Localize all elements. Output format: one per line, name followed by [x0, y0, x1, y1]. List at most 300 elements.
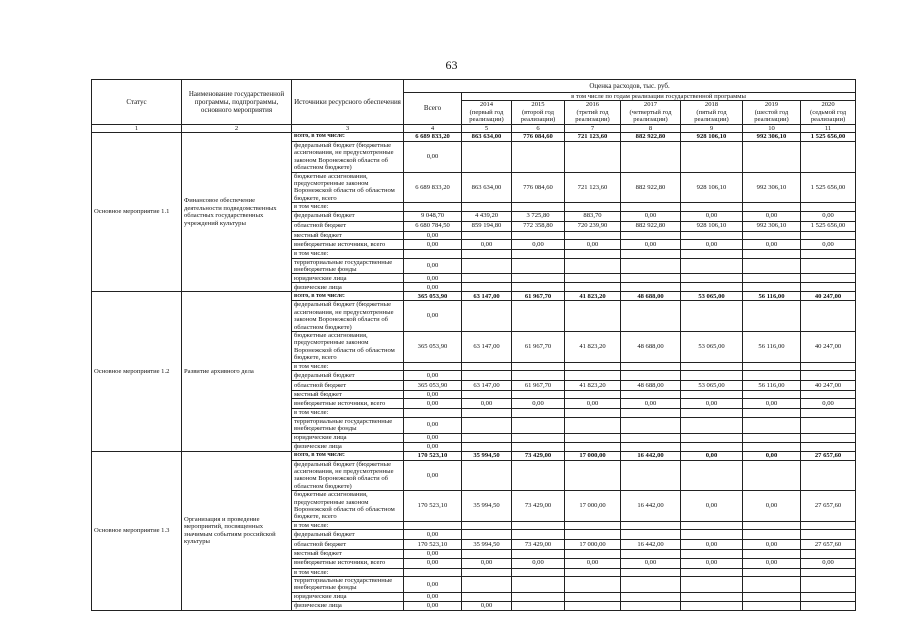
value-year: 0,00	[462, 601, 512, 610]
funding-source: местный бюджет	[292, 231, 404, 239]
column-number: 6	[512, 124, 565, 132]
value-total: 170 523,10	[404, 491, 462, 522]
value-year: 27 657,60	[801, 451, 856, 460]
value-year	[681, 231, 743, 239]
value-year	[743, 203, 801, 211]
value-year: 0,00	[743, 491, 801, 522]
header-sources: Источники ресурсного обеспечения	[292, 80, 404, 125]
value-year	[743, 301, 801, 332]
value-year	[801, 258, 856, 274]
value-year: 863 634,00	[462, 133, 512, 142]
value-year	[743, 417, 801, 433]
value-year	[621, 274, 681, 283]
value-year	[512, 592, 565, 601]
value-total	[404, 362, 462, 370]
value-total: 0,00	[404, 301, 462, 332]
value-year	[681, 521, 743, 529]
value-year	[621, 231, 681, 239]
value-year	[801, 521, 856, 529]
value-year: 859 194,80	[462, 221, 512, 231]
value-year	[565, 231, 621, 239]
value-year: 0,00	[743, 211, 801, 221]
funding-source: внебюджетные источники, всего	[292, 558, 404, 568]
value-year	[565, 460, 621, 491]
funding-source: территориальные государственные внебюджетные фонды	[292, 258, 404, 274]
value-year	[512, 283, 565, 292]
value-year	[801, 409, 856, 417]
value-year	[681, 370, 743, 380]
value-year: 776 084,60	[512, 172, 565, 203]
table-row	[92, 292, 856, 301]
funding-source: в том числе:	[292, 362, 404, 370]
value-year	[621, 568, 681, 576]
value-total: 365 053,90	[404, 292, 462, 301]
activity-name: Финансовое обеспечение деятельности подведомственных областных государственных учреждений культуры	[182, 133, 292, 292]
header-year-note: (пятый год реализации)	[694, 108, 729, 124]
value-year	[743, 577, 801, 593]
value-year	[681, 250, 743, 258]
value-year	[801, 433, 856, 442]
activity-status: Основное мероприятие 1.1	[92, 133, 182, 292]
value-year	[512, 417, 565, 433]
value-year	[743, 283, 801, 292]
value-year	[565, 601, 621, 610]
value-year: 56 116,00	[743, 331, 801, 362]
value-year	[801, 390, 856, 398]
value-year	[801, 203, 856, 211]
funding-source: федеральный бюджет (бюджетные ассигнования, не предусмотренные законом Воронежской области об областном бюджете)	[292, 460, 404, 491]
value-year	[565, 530, 621, 540]
value-year	[512, 521, 565, 529]
header-year-label: 2014	[479, 101, 494, 109]
header-year-label: 2016	[585, 101, 600, 109]
value-total: 365 053,90	[404, 331, 462, 362]
value-year	[565, 362, 621, 370]
value-year: 0,00	[462, 558, 512, 568]
header-year-note: (четвертый год реализации)	[629, 108, 672, 124]
value-year: 0,00	[512, 240, 565, 250]
funding-source: всего, в том числе:	[292, 133, 404, 142]
value-year: 0,00	[565, 240, 621, 250]
value-year	[565, 250, 621, 258]
funding-source: федеральный бюджет (бюджетные ассигнования, не предусмотренные законом Воронежской области об областном бюджете)	[292, 142, 404, 173]
value-year	[681, 592, 743, 601]
value-year: 0,00	[621, 240, 681, 250]
value-year: 61 967,70	[512, 292, 565, 301]
header-estimate: Оценка расходов, тыс. руб.	[404, 80, 856, 93]
funding-source: физические лица	[292, 442, 404, 451]
value-year: 992 306,10	[743, 172, 801, 203]
funding-source: областной бюджет	[292, 540, 404, 550]
value-year	[512, 258, 565, 274]
value-year: 0,00	[681, 211, 743, 221]
funding-source: юридические лица	[292, 592, 404, 601]
funding-source: федеральный бюджет	[292, 370, 404, 380]
funding-source: бюджетные ассигнования, предусмотренные законом Воронежской области об областном бюджете, всего	[292, 172, 404, 203]
value-year	[743, 592, 801, 601]
funding-source: в том числе:	[292, 203, 404, 211]
value-year	[565, 142, 621, 173]
value-year	[681, 301, 743, 332]
value-total: 0,00	[404, 417, 462, 433]
value-year	[743, 550, 801, 558]
value-year: 928 106,10	[681, 133, 743, 142]
value-year: 41 823,20	[565, 331, 621, 362]
value-year	[681, 530, 743, 540]
value-total	[404, 250, 462, 258]
value-year	[512, 274, 565, 283]
value-year	[681, 460, 743, 491]
value-year: 882 922,80	[621, 172, 681, 203]
value-year	[743, 442, 801, 451]
value-year	[512, 142, 565, 173]
value-year	[462, 370, 512, 380]
funding-source: территориальные государственные внебюджетные фонды	[292, 417, 404, 433]
value-year	[621, 409, 681, 417]
funding-source: внебюджетные источники, всего	[292, 240, 404, 250]
value-year	[743, 274, 801, 283]
value-year	[801, 592, 856, 601]
value-year: 73 429,00	[512, 540, 565, 550]
value-year: 48 688,00	[621, 331, 681, 362]
value-year	[462, 433, 512, 442]
value-year: 35 994,50	[462, 540, 512, 550]
value-year	[512, 460, 565, 491]
value-year	[512, 577, 565, 593]
value-year: 882 922,80	[621, 221, 681, 231]
value-year	[512, 568, 565, 576]
value-total: 0,00	[404, 550, 462, 558]
value-year	[621, 250, 681, 258]
value-year: 928 106,10	[681, 172, 743, 203]
value-year	[743, 409, 801, 417]
value-year	[462, 283, 512, 292]
funding-source: федеральный бюджет (бюджетные ассигнования, не предусмотренные законом Воронежской области об областном бюджете)	[292, 301, 404, 332]
value-year	[512, 362, 565, 370]
value-year	[801, 530, 856, 540]
value-year: 0,00	[801, 558, 856, 568]
value-year	[565, 301, 621, 332]
value-year	[801, 274, 856, 283]
funding-source: областной бюджет	[292, 221, 404, 231]
value-year	[801, 301, 856, 332]
value-total: 0,00	[404, 601, 462, 610]
value-year: 772 358,80	[512, 221, 565, 231]
value-year	[681, 203, 743, 211]
value-year	[621, 301, 681, 332]
page-number: 63	[445, 58, 458, 72]
value-year: 0,00	[743, 558, 801, 568]
header-year-label: 2015	[531, 101, 545, 109]
column-number: 2	[182, 124, 292, 132]
value-year	[743, 258, 801, 274]
value-year: 53 065,00	[681, 331, 743, 362]
value-total: 0,00	[404, 274, 462, 283]
column-number: 1	[92, 124, 182, 132]
value-year	[681, 417, 743, 433]
value-year	[512, 601, 565, 610]
value-year	[801, 568, 856, 576]
value-total: 0,00	[404, 460, 462, 491]
value-year: 0,00	[512, 399, 565, 409]
value-year: 992 306,10	[743, 221, 801, 231]
table-header	[92, 80, 856, 133]
value-year: 56 116,00	[743, 292, 801, 301]
value-year: 3 725,80	[512, 211, 565, 221]
header-year-label: 2020	[821, 101, 835, 109]
header-year-2015	[512, 101, 565, 124]
value-year: 0,00	[681, 399, 743, 409]
header-year-note: (первый год реализации)	[469, 108, 504, 124]
activity-name: Организация и проведение мероприятий, посвященных значимым событиям российской культуры	[182, 451, 292, 610]
value-total: 0,00	[404, 370, 462, 380]
value-year	[801, 442, 856, 451]
table-row	[92, 451, 856, 460]
value-year	[512, 370, 565, 380]
activity-status: Основное мероприятие 1.2	[92, 292, 182, 451]
value-total: 0,00	[404, 530, 462, 540]
activity-status: Основное мероприятие 1.3	[92, 451, 182, 610]
value-year	[512, 203, 565, 211]
value-year	[681, 283, 743, 292]
value-year	[462, 550, 512, 558]
value-year: 883,70	[565, 211, 621, 221]
value-year: 720 239,90	[565, 221, 621, 231]
funding-source: юридические лица	[292, 433, 404, 442]
value-total: 6 680 784,50	[404, 221, 462, 231]
value-year	[743, 370, 801, 380]
column-number: 11	[801, 124, 856, 132]
value-total: 0,00	[404, 231, 462, 239]
value-year	[743, 250, 801, 258]
value-year: 1 525 656,00	[801, 221, 856, 231]
value-year	[512, 390, 565, 398]
activity-name: Развитие архивного дела	[182, 292, 292, 451]
value-year	[801, 577, 856, 593]
value-year	[462, 203, 512, 211]
value-year: 1 525 656,00	[801, 133, 856, 142]
value-year	[681, 390, 743, 398]
value-total: 0,00	[404, 240, 462, 250]
value-year: 928 106,10	[681, 221, 743, 231]
value-year: 0,00	[743, 399, 801, 409]
value-year	[565, 521, 621, 529]
value-year: 73 429,00	[512, 451, 565, 460]
value-year: 27 657,60	[801, 540, 856, 550]
value-total: 0,00	[404, 433, 462, 442]
value-year	[743, 231, 801, 239]
value-year	[621, 530, 681, 540]
funding-source: физические лица	[292, 283, 404, 292]
value-year	[512, 530, 565, 540]
funding-source: всего, в том числе:	[292, 451, 404, 460]
header-program-name: Наименование государственной программы, подпрограммы, основного мероприятия	[182, 80, 292, 125]
value-total: 365 053,90	[404, 380, 462, 390]
value-year: 0,00	[681, 451, 743, 460]
value-year: 0,00	[621, 211, 681, 221]
value-year: 0,00	[462, 240, 512, 250]
value-year: 721 123,60	[565, 133, 621, 142]
value-year	[512, 442, 565, 451]
value-year	[801, 362, 856, 370]
value-year	[621, 283, 681, 292]
value-year	[621, 390, 681, 398]
value-year	[801, 250, 856, 258]
value-year	[565, 417, 621, 433]
value-year: 992 306,10	[743, 133, 801, 142]
value-year: 73 429,00	[512, 491, 565, 522]
value-year: 4 439,20	[462, 211, 512, 221]
value-year	[565, 568, 621, 576]
column-number: 3	[292, 124, 404, 132]
value-year: 0,00	[681, 540, 743, 550]
value-year: 61 967,70	[512, 331, 565, 362]
value-year	[743, 521, 801, 529]
value-year: 40 247,00	[801, 331, 856, 362]
value-year	[621, 203, 681, 211]
value-year	[681, 362, 743, 370]
value-year	[565, 433, 621, 442]
value-year	[462, 521, 512, 529]
value-year	[621, 577, 681, 593]
header-year-2020	[801, 101, 856, 124]
header-by-years: в том числе по годам реализации государственной программы	[462, 93, 856, 101]
value-year	[621, 362, 681, 370]
value-year: 41 823,20	[565, 292, 621, 301]
value-year	[462, 301, 512, 332]
value-year	[621, 417, 681, 433]
value-year	[462, 530, 512, 540]
funding-source: федеральный бюджет	[292, 530, 404, 540]
value-year	[681, 550, 743, 558]
value-year: 0,00	[681, 240, 743, 250]
value-total: 0,00	[404, 399, 462, 409]
table-row	[92, 133, 856, 142]
value-year	[621, 370, 681, 380]
header-year-note: (третий год реализации)	[575, 108, 610, 124]
header-year-label: 2018	[704, 101, 719, 109]
value-year	[621, 550, 681, 558]
value-year: 61 967,70	[512, 380, 565, 390]
value-year	[621, 592, 681, 601]
funding-source: местный бюджет	[292, 550, 404, 558]
value-year	[565, 409, 621, 417]
value-year: 0,00	[621, 558, 681, 568]
value-year	[801, 370, 856, 380]
value-year	[801, 142, 856, 173]
value-year	[681, 601, 743, 610]
value-year	[565, 258, 621, 274]
value-year	[565, 370, 621, 380]
value-year	[743, 390, 801, 398]
value-total: 0,00	[404, 258, 462, 274]
value-year: 35 994,50	[462, 451, 512, 460]
value-year	[462, 231, 512, 239]
value-year	[621, 142, 681, 173]
value-year	[462, 409, 512, 417]
value-year: 882 922,80	[621, 133, 681, 142]
column-number: 9	[681, 124, 743, 132]
value-year	[512, 231, 565, 239]
value-year	[462, 362, 512, 370]
value-year: 0,00	[512, 558, 565, 568]
header-total: Всего	[404, 93, 462, 125]
value-year	[462, 258, 512, 274]
value-total: 9 048,70	[404, 211, 462, 221]
value-year	[565, 274, 621, 283]
value-total: 0,00	[404, 558, 462, 568]
value-year	[621, 433, 681, 442]
header-year-2014	[462, 101, 512, 124]
value-total: 0,00	[404, 577, 462, 593]
value-year: 53 065,00	[681, 380, 743, 390]
table-body	[92, 133, 856, 611]
value-total: 0,00	[404, 442, 462, 451]
value-year: 0,00	[801, 211, 856, 221]
value-year: 721 123,60	[565, 172, 621, 203]
value-year	[512, 250, 565, 258]
value-year	[681, 409, 743, 417]
value-year	[462, 592, 512, 601]
value-year	[462, 390, 512, 398]
value-year: 40 247,00	[801, 380, 856, 390]
value-year: 41 823,20	[565, 380, 621, 390]
value-total: 0,00	[404, 390, 462, 398]
value-total: 170 523,10	[404, 540, 462, 550]
value-year: 17 000,00	[565, 451, 621, 460]
value-year: 1 525 656,00	[801, 172, 856, 203]
header-year-note: (седьмой год реализации)	[810, 108, 847, 124]
value-year	[681, 258, 743, 274]
value-total	[404, 568, 462, 576]
value-year	[621, 442, 681, 451]
value-year: 56 116,00	[743, 380, 801, 390]
value-year: 16 442,00	[621, 451, 681, 460]
header-status: Статус	[92, 80, 182, 125]
value-year	[801, 417, 856, 433]
value-year: 40 247,00	[801, 292, 856, 301]
value-year	[512, 433, 565, 442]
value-year	[801, 231, 856, 239]
value-year	[512, 550, 565, 558]
header-year-2017	[621, 101, 681, 124]
value-year	[462, 417, 512, 433]
value-year: 63 147,00	[462, 331, 512, 362]
funding-source: местный бюджет	[292, 390, 404, 398]
column-number: 10	[743, 124, 801, 132]
value-year	[621, 521, 681, 529]
value-year	[565, 550, 621, 558]
value-year	[621, 258, 681, 274]
value-year: 53 065,00	[681, 292, 743, 301]
value-year	[743, 601, 801, 610]
header-year-label: 2017	[643, 101, 658, 109]
funding-source: территориальные государственные внебюджетные фонды	[292, 577, 404, 593]
funding-source: федеральный бюджет	[292, 211, 404, 221]
header-year-2019	[743, 101, 801, 124]
value-year: 35 994,50	[462, 491, 512, 522]
value-year	[681, 433, 743, 442]
column-number: 8	[621, 124, 681, 132]
value-total: 0,00	[404, 283, 462, 292]
value-year: 63 147,00	[462, 292, 512, 301]
value-year	[512, 409, 565, 417]
header-year-note: (второй год реализации)	[520, 108, 556, 124]
value-total	[404, 521, 462, 529]
value-total: 0,00	[404, 592, 462, 601]
funding-source: бюджетные ассигнования, предусмотренные законом Воронежской области об областном бюджете, всего	[292, 331, 404, 362]
value-year: 0,00	[462, 399, 512, 409]
